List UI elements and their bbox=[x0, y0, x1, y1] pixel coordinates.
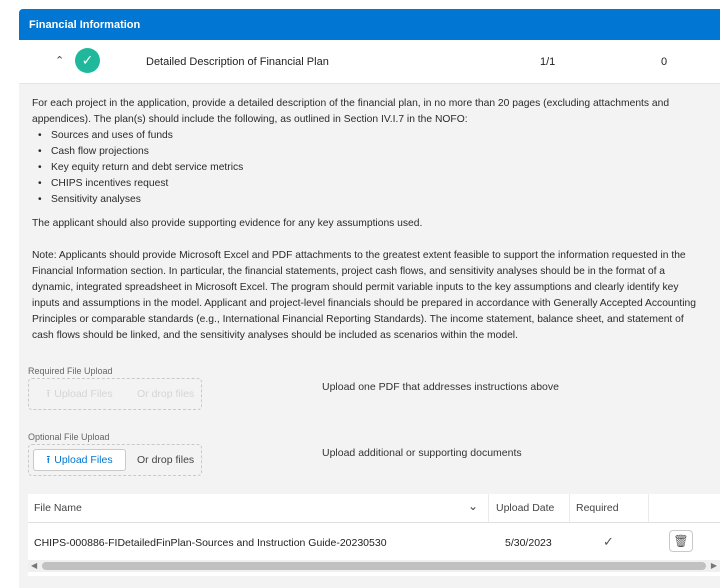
list-item: • Sensitivity analyses bbox=[38, 192, 243, 208]
scrollbar-thumb[interactable] bbox=[42, 562, 706, 570]
column-divider bbox=[488, 494, 489, 522]
trash-icon[interactable]: 🗑 bbox=[669, 530, 693, 552]
column-header-upload-date[interactable]: Upload Date bbox=[496, 502, 555, 514]
upload-icon: ⭱ bbox=[46, 454, 51, 466]
column-divider bbox=[569, 494, 570, 522]
item-count: 1/1 bbox=[540, 56, 556, 68]
row-upload-date: 5/30/2023 bbox=[505, 537, 552, 549]
required-upload-dropzone bbox=[28, 378, 202, 410]
upload-files-button[interactable]: ⭱ Upload Files bbox=[33, 449, 126, 471]
optional-upload-label: Optional File Upload bbox=[28, 432, 110, 442]
check-circle-icon: ✓ bbox=[75, 48, 100, 73]
section-title: Financial Information bbox=[29, 19, 141, 31]
list-item: • Key equity return and debt service metrics bbox=[38, 160, 243, 176]
check-icon: ✓ bbox=[603, 534, 614, 549]
instructions-note: Note: Applicants should provide Microsoft Excel and PDF attachments to the greatest extent feasible to support the information requested in the Financial Information section. In particular, the financial statements, project cash flows, and sensitivity analyses should be in the format of a dynamic, integrated spreadsheet in Microsoft Excel. The program should permit variable inputs to the key assumptions and clearly identify key inputs and assumptions in the model. Applicant and project-level financials should be prepared in accordance with Generally Accepted Accounting Principles or comparable standards (e.g., International Financial Reporting Standards). The income statement, balance sheet, and statement of cash flows should be linked, and the sensitivity analyses should be included as scenarios within the model. bbox=[32, 250, 696, 341]
optional-upload-description: Upload additional or supporting documents bbox=[322, 447, 522, 459]
instructions-evidence: The applicant should also provide supporting evidence for any key assumptions used. bbox=[32, 218, 423, 229]
required-upload-button: ⭱ Upload Files bbox=[46, 388, 113, 400]
drop-files-text: Or drop files bbox=[137, 454, 195, 466]
row-file-name[interactable]: CHIPS-000886-FIDetailedFinPlan-Sources and Instruction Guide-20230530 bbox=[34, 537, 387, 549]
list-item: • Cash flow projections bbox=[38, 144, 243, 160]
optional-upload-dropzone[interactable] bbox=[28, 444, 202, 476]
item-row[interactable] bbox=[19, 40, 720, 84]
scroll-right-icon[interactable]: ▶ bbox=[710, 561, 717, 570]
column-divider bbox=[648, 494, 649, 522]
drop-files-text: Or drop files bbox=[137, 388, 195, 400]
section-header bbox=[19, 9, 720, 40]
files-table bbox=[28, 494, 720, 576]
list-item: • Sources and uses of funds bbox=[38, 128, 243, 144]
list-item: • CHIPS incentives request bbox=[38, 176, 243, 192]
chevron-up-icon[interactable]: ⌃ bbox=[55, 55, 65, 67]
column-header-file-name[interactable]: File Name bbox=[34, 502, 82, 514]
item-value: 0 bbox=[661, 56, 668, 68]
scroll-left-icon[interactable]: ◀ bbox=[31, 561, 38, 570]
required-upload-description: Upload one PDF that addresses instructions above bbox=[322, 381, 559, 393]
header-divider bbox=[28, 522, 720, 523]
instructions-intro: For each project in the application, provide a detailed description of the financial plan, in no more than 20 pages (excluding attachments and appendices). The plan(s) should include the following, as outlined in Section IV.I.7 in the NOFO: bbox=[32, 98, 670, 125]
required-upload-label: Required File Upload bbox=[28, 366, 113, 376]
upload-icon: ⭱ bbox=[46, 388, 51, 400]
item-title: Detailed Description of Financial Plan bbox=[146, 56, 329, 68]
column-header-required[interactable]: Required bbox=[576, 502, 619, 514]
horizontal-scrollbar[interactable] bbox=[28, 560, 720, 572]
instructions-list bbox=[38, 128, 243, 208]
chevron-down-icon[interactable]: ⌄ bbox=[468, 499, 479, 513]
